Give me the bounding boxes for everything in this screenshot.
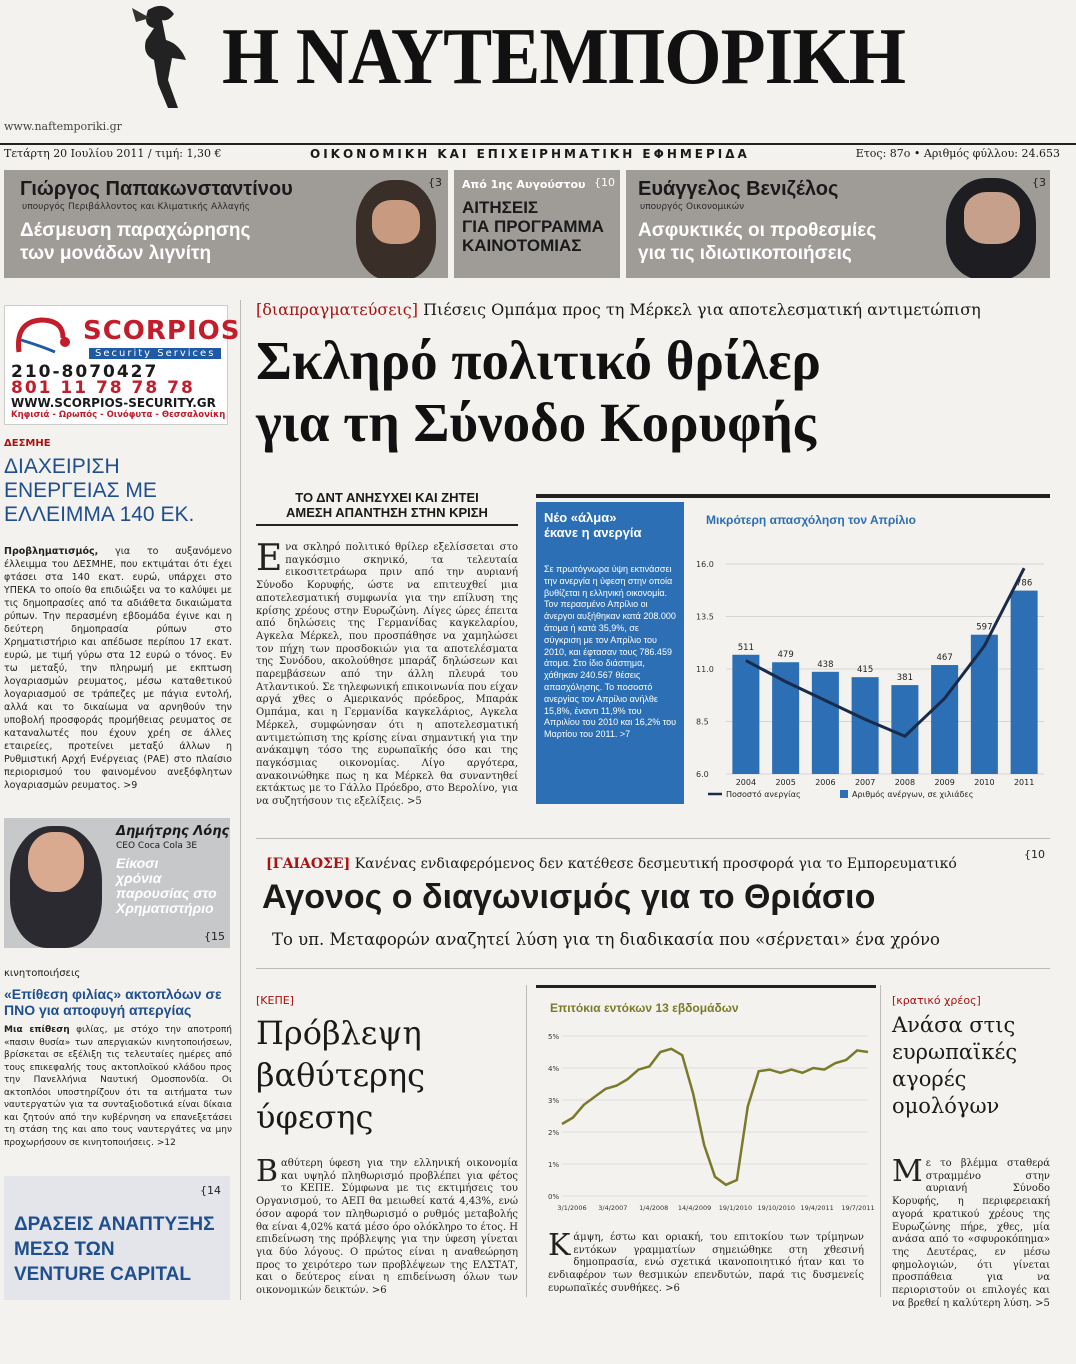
profile-text-line: Χρηματιστήριο	[116, 900, 214, 916]
teaser-headline-line: Ασφυκτικές οι προθεσμίες	[638, 220, 877, 241]
bar-value-label: 415	[857, 665, 874, 676]
y-tick-label: 8.5	[696, 717, 709, 727]
bar-value-label: 597	[976, 622, 993, 633]
profile-text-line: παρουσίας στο	[116, 885, 217, 901]
story-lead: Μια επίθεση	[4, 1025, 70, 1035]
teaser-headline-line: για τις ιδιωτικοποιήσεις	[638, 243, 852, 264]
bonds-tag: [κρατικό χρέος]	[892, 994, 981, 1007]
bar	[931, 665, 958, 774]
teaser-headline-line: ΑΙΤΗΣΕΙΣ	[462, 198, 539, 217]
x-tick-label: 2004	[735, 778, 757, 787]
headline-line: για τη Σύνοδο Κορυφής	[256, 392, 816, 453]
unemployment-chart-box	[536, 494, 1050, 812]
subheadline-line: ΑΜΕΣΗ ΑΠΑΝΤΗΣΗ ΣΤΗΝ ΚΡΙΣΗ	[286, 505, 488, 520]
bar	[852, 677, 879, 774]
x-tick-label: 2007	[854, 778, 876, 787]
teaser-role: υπουργός Περιβάλλοντος και Κλιματικής Αλλαγής	[22, 202, 251, 212]
y-tick-label: 6.0	[696, 770, 709, 779]
story-headline[interactable]: «Επίθεση φιλίας» ακτοπλόων σε ΠΝΟ για αποφυγή απεργίας	[4, 986, 222, 1018]
bar	[812, 672, 839, 774]
thriasio-strap	[266, 856, 957, 872]
x-tick-label: 2008	[894, 778, 916, 787]
y-tick-label: 1%	[548, 1161, 560, 1169]
story-text: φιλίας, με στόχο την αποτροπή «πασιν θυσία» των απεργιακών κινητοποιήσεων, βρίσκεται σε εξέλιξη τις τελευταίες ημέρες από τους επικεφαλής τους ακτοπλοϊκού κλάδου προς την Πανελλήνια Ναυτική Ομοσπονδία. Οι ακτοπλόοι υποστηρίζουν ότι τα αιτήματα των ναυτεργατών για τα συνταξιοδοτικά είναι δίκαια και ζητούν από την κυβέρνηση να επανεξετάσει τη στάση της και απο τους ναυτεργάτες να μην προχωρήσουν σε κινητοποιήσεις. >12	[4, 1025, 232, 1148]
strap-text: Πιέσεις Ομπάμα προς τη Μέρκελ για αποτελεσματική αντιμετώπιση	[423, 300, 981, 319]
ad-phone[interactable]: 210-8070427	[11, 362, 159, 382]
teaser-role: υπουργός Οικονομικών	[640, 202, 745, 212]
rate-line	[562, 1049, 868, 1185]
lead-text: να σκληρό πολιτικό θρίλερ εξελίσσεται στο παγκόσμιο σκηνικό, τα τελευταία εικοσιτετράωρα πριν από την αυριανή Σύνοδο Κορυφής, ώστε να επιτευχθεί μια αποτελεσματική συμφωνία για την επίλυση της κρίσης χρέους στην Ευρωζώνη. Λίγες ώρες έπειτα από δηλώσεις της Γερμανίδας καγκελαρίου, Αγκελα Μέρκελ, που προσπάθησε να χαμηλώσει τον πήχη των προσδοκιών για τα αποτελέσματα της Συνόδου, ακολούθησε μπαράζ δηλώσεων και παρεμβάσεων από την άλλη πλευρά του Ατλαντικού. Σε τηλεφωνική επικοινωνία που είχαν αργά χθες ο Αμερικανός πρόεδρος, Μπαράκ Ομπάμα, και η Γερμανίδα καγκελάριος, Αγκελα Μέρκελ, συμφώνησαν ότι η αποτελεσματική αντιμετώπιση της κρίσης είναι σημαντική για την ανάκαμψη τόσο της ευρωπαϊκής όσο και της παγκόσμιας οικονομίας. Λίγο αργότερα, ανακοινώθηκε πως η κα Μέρκελ θα συναντηθεί εκτάκτως με το Γάλλο Πρόεδρο, στο Βερολίνο, για να συζητήσουν τις εξελίξεις. >5	[256, 542, 518, 808]
section-divider	[256, 968, 1050, 969]
x-tick-label: 14/4/2009	[677, 1204, 712, 1212]
bar-value-label: 438	[817, 659, 834, 670]
bar-value-label: 786	[1016, 578, 1033, 589]
page-ref[interactable]: {15	[204, 930, 225, 943]
tbill-text: άμψη, έστω και οριακή, του επιτοκίου των τρίμηνων εντόκων γραμματίων σημειώθηκε στη χθεσινή δημοπρασία, ενώ σχετικά ικανοποιητικό ήταν και το ενδιαφέρον των θεσμικών επενδυτών, παρά τις δυσμενείς ευρωπαϊκές συνθήκες. >6	[548, 1232, 864, 1294]
bar-value-label: 479	[777, 650, 794, 661]
thriasio-subheadline: Το υπ. Μεταφορών αναζητεί λύση για τη διαδικασία που «σέρνεται» ένα χρόνο	[272, 930, 940, 949]
masthead	[0, 0, 1076, 161]
page-ref[interactable]: {3	[1032, 176, 1046, 189]
sidebar-text: Σε πρωτόγνωρα ύψη εκτινάσσει την ανεργία η ύφεση στην οποία βυθίζεται η ελληνική οικονομία. Τον περασμένο Απρίλιο οι άνεργοι αυξήθηκαν κατά 208.000 άτομα ή κατά 35,9%, σε σύγκριση με τον Απρίλιο του 2010, και έφτασαν τους 786.459 άτομα. Στο ίδιο διάστημα, χάθηκαν 240.567 θέσεις απασχόλησης. Το ποσοστό ανεργίας τον Απρίλιο ανήλθε 15,8%, έναντι 11,9% του Απριλίου του 2010 και 16,2% του Μαρτίου του 2011. >7	[544, 564, 677, 740]
bar	[891, 685, 918, 774]
website-url[interactable]: www.naftemporiki.gr	[4, 120, 122, 133]
x-tick-label: 2009	[934, 778, 955, 787]
headline-line: Σκληρό πολιτικό θρίλερ	[256, 330, 821, 391]
profile-box[interactable]	[4, 818, 230, 948]
headline-line: VENTURE CAPITAL	[14, 1264, 191, 1285]
venture-headline	[14, 1212, 214, 1287]
hermes-logo-icon	[128, 0, 200, 112]
headline-line: ΕΝΕΡΓΕΙΑΣ ΜΕ	[4, 479, 157, 502]
headline-line: ευρωπαϊκές	[892, 1040, 1018, 1064]
headline-line: ΔΙΑΧΕΙΡΙΣΗ	[4, 455, 120, 478]
page-ref[interactable]: {10	[594, 176, 615, 189]
venture-box[interactable]	[4, 1176, 230, 1300]
headline-line: βαθύτερης	[256, 1056, 426, 1094]
section-divider	[256, 838, 1050, 839]
rule	[536, 494, 1050, 498]
strap-text: Κανένας ενδιαφερόμενος δεν κατέθεσε δεσμευτική προσφορά για το Εμπορευματικό	[354, 856, 957, 872]
lead-strap	[256, 300, 981, 319]
headline-line: ΔΡΑΣΕΙΣ ΑΝΑΠΤΥΞΗΣ	[14, 1214, 215, 1235]
y-tick-label: 2%	[548, 1129, 560, 1137]
story-kicker: κινητοποιήσεις	[4, 968, 81, 979]
y-tick-label: 5%	[548, 1033, 560, 1041]
kepe-tag: [ΚΕΠΕ]	[256, 994, 294, 1007]
page-ref[interactable]: {3	[428, 176, 442, 189]
dropcap: Β	[256, 1154, 279, 1189]
teaser-kicker: Από 1ης Αυγούστου	[462, 178, 586, 191]
legend-bar-swatch	[840, 790, 848, 798]
face-skin	[372, 200, 420, 244]
headline-line: αγορές	[892, 1067, 967, 1091]
x-tick-label: 1/4/2008	[639, 1204, 669, 1212]
bonds-body	[892, 1154, 1050, 1310]
teaser-venizelos[interactable]	[626, 170, 1050, 278]
headline-line: ομολόγων	[892, 1094, 1000, 1118]
strap-tag: [διαπραγματεύσεις]	[256, 300, 418, 319]
rule	[256, 524, 518, 526]
chart-title: Μικρότερη απασχόληση τον Απρίλιο	[706, 513, 916, 527]
story-body	[4, 545, 232, 792]
headline-line: ύφεσης	[256, 1098, 374, 1136]
sidebar-headline: Νέο «άλμα» έκανε η ανεργία	[544, 510, 642, 540]
teaser-headline-line: ΓΙΑ ΠΡΟΓΡΑΜΜΑ	[462, 217, 604, 236]
story-headline[interactable]	[4, 455, 234, 527]
y-tick-label: 3%	[548, 1097, 560, 1105]
lead-headline[interactable]	[256, 330, 821, 454]
y-tick-label: 16.0	[696, 560, 714, 569]
subheadline-line: ΤΟ ΔΝΤ ΑΝΗΣΥΧΕΙ ΚΑΙ ΖΗΤΕΙ	[295, 490, 479, 505]
headline-line: Ανάσα στις	[892, 1013, 1016, 1037]
thriasio-headline[interactable]: Αγονος ο διαγωνισμός για το Θριάσιο	[262, 878, 876, 916]
teaser-innovation[interactable]	[454, 170, 620, 278]
teaser-headline-line: ΚΑΙΝΟΤΟΜΙΑΣ	[462, 236, 582, 255]
column-divider	[880, 985, 881, 1297]
y-tick-label: 13.5	[696, 612, 714, 622]
bar	[971, 635, 998, 774]
issue-number: Ετος: 87ο • Αριθμός φύλλου: 24.653	[855, 147, 1060, 160]
tbill-body	[548, 1228, 864, 1296]
bar	[1011, 591, 1038, 774]
legend-label: Ποσοστό ανεργίας	[726, 790, 801, 799]
dropcap: Μ	[892, 1154, 923, 1189]
x-tick-label: 2011	[1013, 778, 1035, 787]
x-tick-label: 2010	[974, 778, 995, 787]
rule	[536, 985, 876, 988]
ad-website[interactable]: WWW.SCORPIOS-SECURITY.GR	[11, 396, 216, 410]
story-kicker: ΔΕΣΜΗΕ	[4, 438, 51, 449]
y-tick-label: 4%	[548, 1065, 560, 1073]
strap-tag: [ΓΑΙΑΟΣΕ]	[266, 856, 351, 872]
headline-line: ΜΕΣΩ ΤΩΝ	[14, 1239, 115, 1260]
ad-brand: SCORPIOS	[83, 316, 241, 346]
y-tick-label: 0%	[548, 1193, 560, 1201]
legend-label: Αριθμός ανέργων, σε χιλιάδες	[852, 790, 974, 799]
ad-areas: Κηφισιά - Ωρωπός - Οινόφυτα - Θεσσαλονίκη	[11, 410, 226, 420]
headline-line: ΕΛΛΕΙΜΜΑ 140 ΕΚ.	[4, 503, 195, 526]
profile-name: Δημήτρης Λόης	[116, 824, 230, 839]
profile-text	[116, 856, 217, 916]
story-body	[4, 1024, 232, 1149]
date-price: Τετάρτη 20 Ιουλίου 2011 / τιμή: 1,30 €	[4, 147, 222, 160]
scorpion-icon	[11, 312, 81, 362]
x-tick-label: 3/4/2007	[598, 1204, 628, 1212]
face-skin	[964, 192, 1020, 244]
dropcap: Κ	[548, 1228, 571, 1263]
story-text: για το αυξανόμενο έλλειμμα του ΔΕΣΜΗΕ, που εκτιμάται ότι έχει φτάσει στα 140 εκατ. ευρώ, υπάρχει στο ΥΠΕΚΑ το οποίο θα επιδιώξει να το καλύψει με τις δημοπρασίες από τα αδιάθετα δικαιώματα ρύπων. Την περασμένη εβδομάδα έγινε και η δεύτερη δημοπρασία ρύπων στο Χρηματιστήριο και απέδωσε περίπου 17 εκατ. ευρώ, με τιμή γύρω στα 12 ευρώ ο τόνος. Εν τω μεταξύ, την πληρωμή με εκπτωση λογαριασμών ρευματος, μέσω καταθετικού λογαριασμού σε τράπεζες με πάγια εντολή, αλλά και το δικαίωμα να αρνηθούν την υποβολή προσφοράς προμήθειας ρευματος σε καταναλωτές που έχουν χρέη σε άλλες εταιρείες, προτείνει μεταξύ άλλων η Ρυθμιστική Αρχή Ενέργειας (ΡΑΕ) στο πλαίσιο περιορισμού του φαινομένου ανεξόφλητων λογαριασμών ρευματος. >9	[4, 546, 232, 791]
chart-title: Επιτόκια εντόκων 13 εβδομάδων	[550, 1001, 739, 1015]
newspaper-title: Η ΝΑΥΤΕΜΠΟΡΙΚΗ	[222, 13, 906, 101]
masthead-subtitle: ΟΙΚΟΝΟΜΙΚΗ ΚΑΙ ΕΠΙΧΕΙΡΗΜΑΤΙΚΗ ΕΦΗΜΕΡΙΔΑ	[310, 147, 750, 161]
teaser-papakonstantinou[interactable]	[4, 170, 448, 278]
x-tick-label: 19/4/2011	[800, 1204, 834, 1212]
profile-text-line: Είκοσι	[116, 855, 159, 871]
column-divider	[526, 985, 527, 1297]
x-tick-label: 2006	[815, 778, 836, 787]
x-tick-label: 2005	[775, 778, 796, 787]
bar-value-label: 381	[896, 673, 913, 684]
bar	[772, 662, 799, 774]
x-tick-label: 3/1/2006	[557, 1204, 587, 1212]
teaser-name: Γιώργος Παπακωνσταντίνου	[20, 178, 293, 200]
dropcap: Ε	[256, 538, 283, 579]
bonds-headline[interactable]	[892, 1012, 1017, 1120]
unemployment-sidebar	[536, 502, 684, 804]
bar-value-label: 511	[737, 642, 754, 653]
page-ref[interactable]: {10	[1024, 848, 1045, 861]
profile-role: CEO Coca Cola 3E	[116, 841, 198, 851]
story-lead: Προβληματισμός,	[4, 546, 99, 557]
headline-line: Πρόβλεψη	[256, 1014, 422, 1052]
tbill-line-chart	[536, 992, 876, 1214]
face-skin	[28, 832, 84, 892]
profile-text-line: χρόνια	[116, 870, 162, 886]
teaser-name: Ευάγγελος Βενιζέλος	[638, 178, 839, 200]
x-tick-label: 19/10/2010	[757, 1204, 796, 1212]
lead-body	[256, 538, 518, 809]
lead-subheadline	[256, 490, 518, 520]
kepe-body	[256, 1154, 518, 1298]
ad-phone[interactable]: 801 11 78 78 78	[11, 378, 195, 398]
teaser-headline-line: Δέσμευση παραχώρησης	[20, 220, 251, 241]
scorpios-ad[interactable]	[4, 305, 241, 425]
y-tick-label: 11.0	[696, 665, 714, 674]
bonds-text: ε το βλέμμα σταθερά στραμμένο στην αυριανή Σύνοδο Κορυφής, η περιφερειακή αγορά κρατικού χρέους της Ευρωζώνης πήρε, χθες, μία ανάσα από το «σφυροκόπημα» της Δευτέρας, εν μέσω φημολογιών, ότι γίνεται προσπάθεια για να περιοριστούν οι επιλογές και να βρεθεί η καλύτερη λύση. >5	[892, 1158, 1050, 1309]
bar-value-label: 467	[936, 653, 953, 664]
teaser-headline-line: των μονάδων λιγνίτη	[20, 243, 212, 264]
bar	[732, 655, 759, 774]
masthead-rule	[0, 143, 1076, 145]
x-tick-label: 19/7/2011	[841, 1204, 875, 1212]
ad-tagline: Security Services	[89, 348, 221, 359]
x-tick-label: 19/1/2010	[718, 1204, 753, 1212]
page-ref[interactable]: {14	[200, 1184, 221, 1197]
kepe-text: αθύτερη ύφεση για την ελληνική οικονομία και υψηλό πληθωρισμό προβλέπει για φέτος το ΚΕΠΕ. Σύμφωνα με τις εκτιμήσεις του Οργανισμού, το ΑΕΠ θα μειωθεί κατά 4,43%, ενώ όσον αφορά τον πληθωρισμό ο ρυθμός μεταβολής θα είναι 4,02% κατά μέσο όρο ολόκληρο το έτος. Η επιδείνωση της πρόβλεψης για την ύφεση γίνεται για δύο λόγους. Ο πρώτος είναι η αναθεώρηση προς το χειρότερο των προβλέψεων της ΕΛΣΤΑΤ, και ο δεύτερος είναι η επιδείνωση όλων των οικονομικών δεικτών. >6	[256, 1158, 518, 1297]
column-divider	[240, 300, 241, 1300]
unemployment-bar-chart	[688, 502, 1050, 808]
kepe-headline[interactable]	[256, 1012, 425, 1138]
